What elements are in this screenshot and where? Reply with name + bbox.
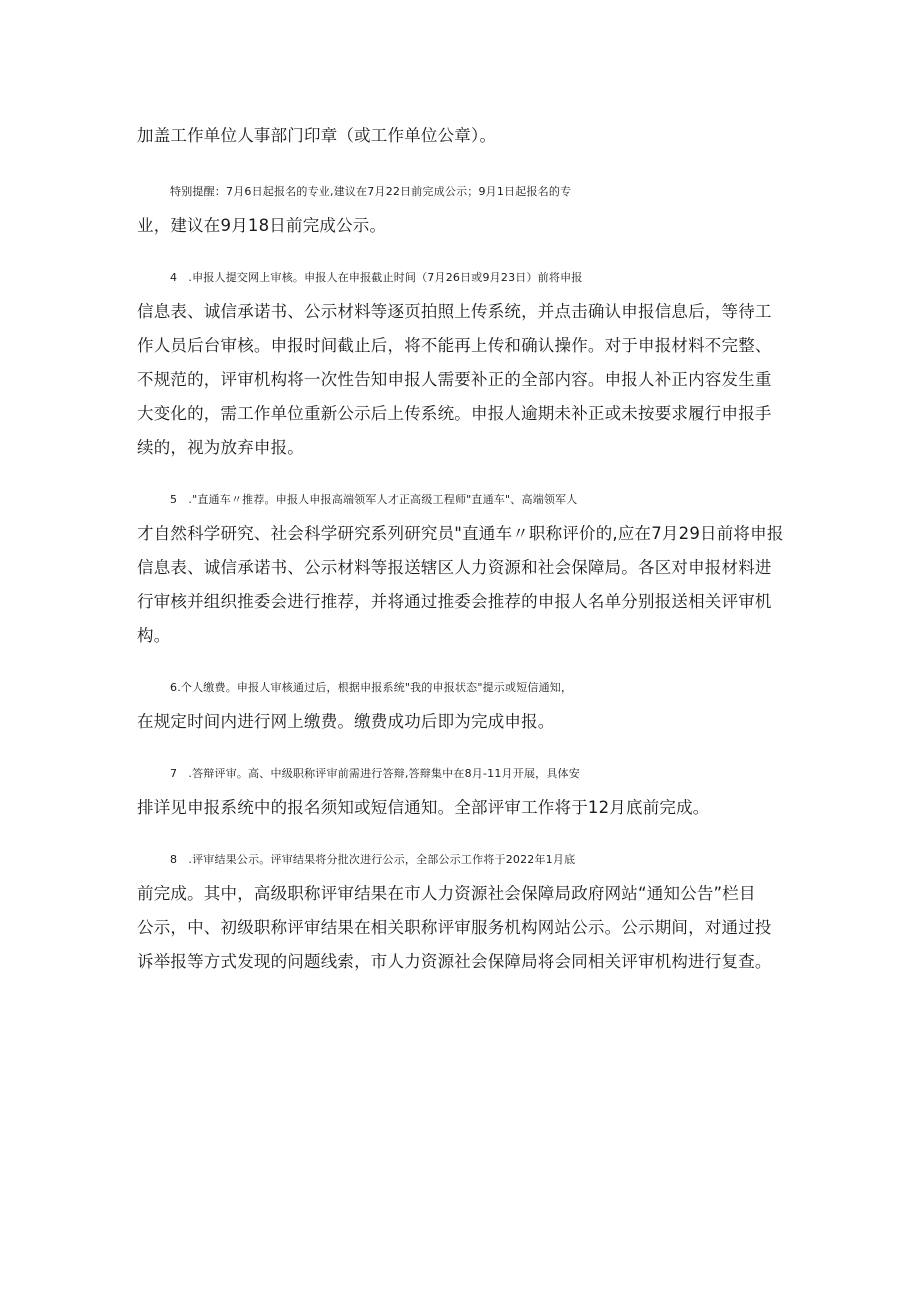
text-line: 排详见申报系统中的报名须知或短信通知。全部评审工作将于12月底前完成。: [137, 798, 710, 817]
text-line: 公示，中、初级职称评审结果在相关职称评审服务机构网站公示。公示期间，对通过投: [137, 918, 772, 937]
text-line: 5 ."直通车〃推荐。申报人申报高端领军人才正高级工程师"直通车"、高端领军人: [170, 493, 578, 506]
text-line: 作人员后台审核。申报时间截止后，将不能再上传和确认操作。对于申报材料不完整、: [137, 336, 772, 355]
paragraph-item-8-result-publicity: [137, 843, 787, 979]
text-line: 在规定时间内进行网上缴费。缴费成功后即为完成申报。: [137, 712, 555, 731]
text-line: 构。: [137, 626, 171, 645]
text-line: 才自然科学研究、社会科学研究系列研究员"直通车〃职称评价的,应在7月29日前将申报: [137, 524, 784, 543]
document-body: [137, 119, 787, 997]
text-line: 特别提醒：7月6日起报名的专业,建议在7月22日前完成公示；9月1日起报名的专: [170, 185, 572, 198]
text-line: 行审核并组织推委会进行推荐，并将通过推委会推荐的申报人名单分别报送相关评审机: [137, 592, 772, 611]
paragraph-seal-note: [137, 119, 787, 153]
text-line: 不规范的，评审机构将一次性告知申报人需要补正的全部内容。申报人补正内容发生重: [137, 370, 772, 389]
text-line: 8 .评审结果公示。评审结果将分批次进行公示，全部公示工作将于2022年1月底: [170, 853, 576, 866]
text-line: 业，建议在9月18日前完成公示。: [137, 216, 387, 235]
text-line: 大变化的，需工作单位重新公示后上传系统。申报人逾期未补正或未按要求履行申报手: [137, 404, 772, 423]
text-line: 6.个人缴费。申报人审核通过后，根据申报系统"我的申报状态"提示或短信通知，: [170, 681, 573, 694]
paragraph-item-4-online-review: [137, 261, 787, 465]
text-line: 4 .申报人提交网上审核。申报人在申报截止时间（7月26日或9月23日）前将申报: [170, 271, 583, 284]
text-line: 前完成。其中，高级职称评审结果在市人力资源社会保障局政府网站“通知公告”栏目: [137, 884, 756, 903]
paragraph-item-7-defense-review: [137, 757, 787, 825]
text-line: 信息表、诚信承诺书、公示材料等逐页拍照上传系统，并点击确认申报信息后，等待工: [137, 302, 772, 321]
paragraph-item-5-direct-recommendation: [137, 483, 787, 653]
text-line: 信息表、诚信承诺书、公示材料等报送辖区人力资源和社会保障局。各区对申报材料进: [137, 558, 772, 577]
paragraph-item-6-payment: [137, 671, 787, 739]
text-line: 加盖工作单位人事部门印章（或工作单位公章）。: [137, 126, 497, 145]
text-line: 续的，视为放弃申报。: [137, 438, 304, 457]
text-line: 诉举报等方式发现的问题线索，市人力资源社会保障局将会同相关评审机构进行复查。: [137, 952, 772, 971]
text-line: 7 .答辩评审。高、中级职称评审前需进行答辩,答辩集中在8月-11月开展，具体安: [170, 767, 580, 780]
paragraph-special-reminder: [137, 175, 787, 243]
